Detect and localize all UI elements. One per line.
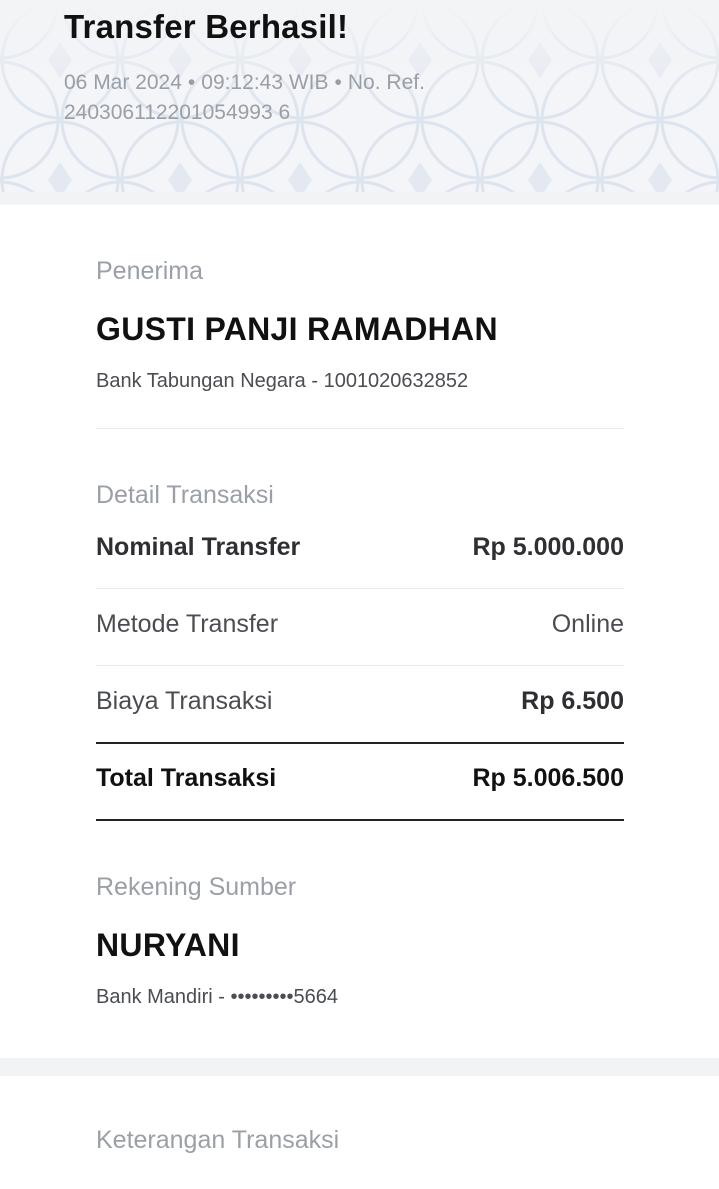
detail-label: Detail Transaksi [96, 481, 274, 509]
total-divider-top [96, 742, 624, 744]
total-divider-bottom [96, 819, 624, 821]
recipient-label: Penerima [96, 257, 203, 285]
detail-row-method [96, 604, 624, 644]
transaction-meta: 06 Mar 2024 • 09:12:43 WIB • No. Ref. 240306112201054993 6 [64, 71, 425, 124]
transaction-time: 09:12:43 WIB [201, 71, 329, 94]
section-divider [96, 428, 624, 429]
recipient-bank-account: Bank Tabungan Negara - 1001020632852 [96, 370, 469, 392]
transaction-detail-card [0, 205, 719, 1058]
row-divider [96, 588, 624, 589]
detail-row-value: Rp 6.500 [521, 686, 624, 715]
detail-row-key: Nominal Transfer [96, 532, 301, 561]
receipt-header [0, 0, 719, 192]
notes-label: Keterangan Transaksi [96, 1126, 340, 1154]
recipient-name: GUSTI PANJI RAMADHAN [96, 311, 498, 347]
detail-row-value: Rp 5.000.000 [472, 532, 624, 561]
transaction-date: 06 Mar 2024 [64, 71, 182, 94]
reference-number: 240306112201054993 6 [64, 101, 291, 124]
detail-row-fee [96, 681, 624, 721]
transaction-notes-card [0, 1076, 719, 1189]
source-account-name: NURYANI [96, 927, 240, 963]
total-key: Total Transaksi [96, 763, 277, 792]
row-divider [96, 665, 624, 666]
detail-row-nominal [96, 527, 624, 567]
source-bank-account: Bank Mandiri - •••••••••5664 [96, 986, 339, 1008]
detail-row-key: Biaya Transaksi [96, 686, 273, 715]
detail-row-key: Metode Transfer [96, 609, 279, 638]
source-account-label: Rekening Sumber [96, 873, 297, 901]
detail-row-total [96, 758, 624, 798]
detail-row-value: Online [551, 609, 624, 638]
total-value: Rp 5.006.500 [472, 763, 624, 792]
reference-label: No. Ref. [347, 71, 425, 94]
page-title: Transfer Berhasil! [64, 8, 349, 45]
